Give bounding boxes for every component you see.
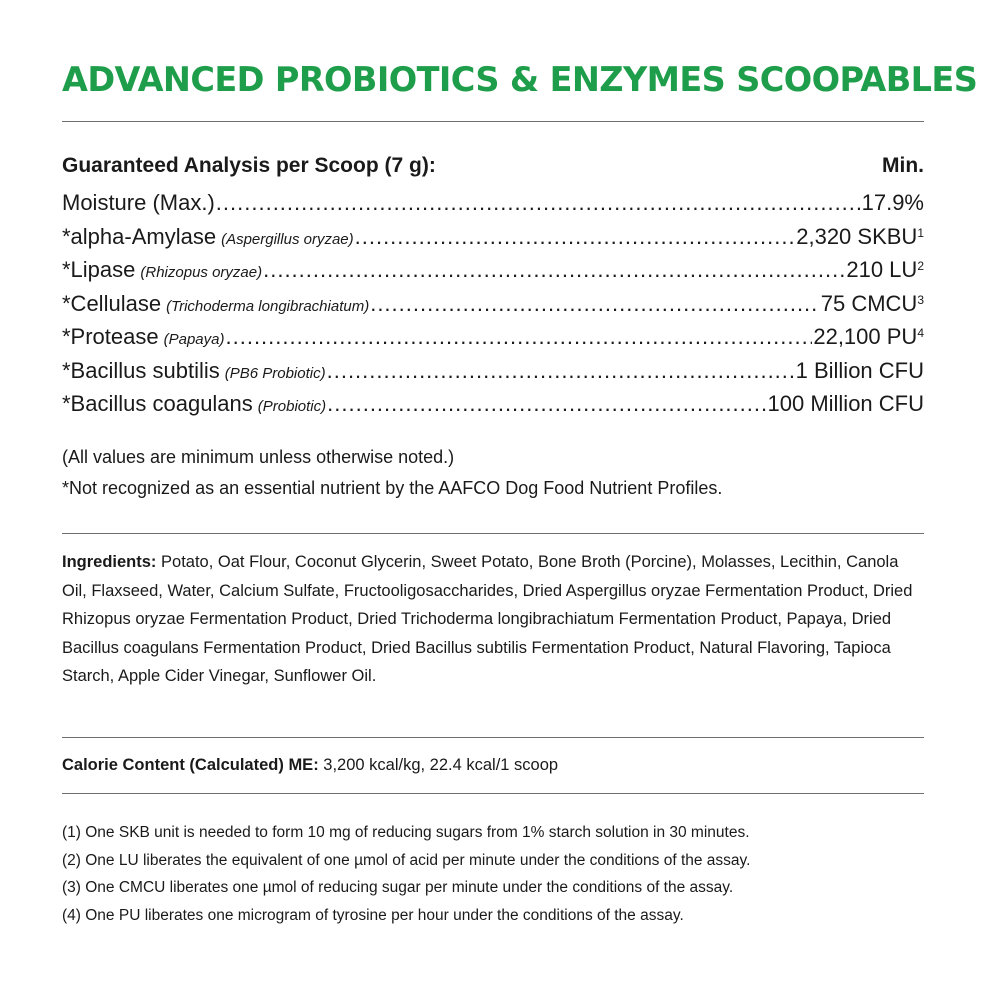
- analysis-amount: 22,100 PU: [813, 324, 918, 349]
- analysis-value: [862, 186, 924, 219]
- analysis-notes: [62, 442, 924, 504]
- divider: [62, 533, 924, 534]
- dot-leader: [226, 320, 813, 353]
- analysis-source: (Trichoderma longibrachiatum): [166, 297, 370, 315]
- analysis-row: [62, 320, 924, 354]
- guaranteed-analysis-list: [62, 186, 924, 421]
- footnote-1: (1) One SKB unit is needed to form 10 mg of reducing sugars from 1% starch solution in 30 minutes.: [62, 824, 750, 841]
- divider: [62, 793, 924, 794]
- calorie-content: [62, 752, 924, 778]
- analysis-nutrient: Moisture (Max.): [62, 190, 215, 215]
- divider: [62, 121, 924, 122]
- ingredients-block: [62, 548, 924, 691]
- guaranteed-analysis-header: [62, 152, 924, 180]
- dot-leader: [370, 287, 820, 320]
- product-title: ADVANCED PROBIOTICS & ENZYMES SCOOPABLES: [62, 60, 978, 99]
- analysis-amount: 2,320 SKBU: [796, 223, 918, 249]
- analysis-amount: 210 LU: [846, 257, 918, 282]
- analysis-nutrient: *Cellulase: [62, 290, 162, 316]
- analysis-nutrient: *Bacillus subtilis: [62, 357, 220, 383]
- ingredients-label: Ingredients:: [62, 553, 157, 571]
- footnote-marker: 3: [917, 292, 924, 307]
- dot-leader: [327, 387, 766, 420]
- analysis-nutrient: *Bacillus coagulans: [62, 391, 253, 416]
- footnote-marker: 2: [917, 259, 924, 273]
- footnote-marker: 4: [917, 326, 924, 340]
- footnote-3: (3) One CMCU liberates one µmol of reducing sugar per minute under the conditions of the assay.: [62, 879, 734, 897]
- analysis-source: (Papaya): [163, 331, 225, 348]
- footnotes: [62, 819, 924, 930]
- footnote-2: (2) One LU liberates the equivalent of one µmol of acid per minute under the conditions of the assay.: [62, 851, 751, 869]
- analysis-row: [62, 220, 924, 254]
- analysis-value: [821, 287, 924, 320]
- analysis-amount: 100 Million CFU: [767, 391, 924, 416]
- calorie-label: Calorie Content (Calculated) ME:: [62, 756, 319, 774]
- analysis-row: [62, 387, 924, 421]
- analysis-source: (Aspergillus oryzae): [221, 230, 354, 248]
- analysis-amount: 1 Billion CFU: [795, 357, 924, 383]
- dot-leader: [216, 186, 861, 219]
- min-label: Min.: [882, 154, 924, 177]
- ingredients-text: Potato, Oat Flour, Coconut Glycerin, Sweet Potato, Bone Broth (Porcine), Molasses, Lecithin, Canola Oil, Flaxseed, Water, Calcium Sulfate, Fructooligosaccharides, Dried Aspergillus oryzae Fermentation Product, Dried Rhizopus oryzae Fermentation Product, Dried Trichoderma longibrachiatum Fermentation Product, Papaya, Dried Bacillus coagulans Fermentation Product, Dried Bacillus subtilis Fermentation Product, Natural Flavoring, Tapioca Starch, Apple Cider Vinegar, Sunflower Oil.: [62, 553, 913, 686]
- divider: [62, 737, 924, 738]
- analysis-source: (Probiotic): [257, 398, 327, 415]
- footnote-marker: 1: [917, 225, 924, 240]
- analysis-value: [768, 387, 925, 420]
- dot-leader: [327, 354, 795, 387]
- analysis-row: [62, 354, 924, 388]
- footnote-4: (4) One PU liberates one microgram of tyrosine per hour under the conditions of the assay.: [62, 907, 684, 925]
- analysis-row: [62, 186, 924, 220]
- note-minimum-values: (All values are minimum unless otherwise noted.): [62, 447, 455, 467]
- dot-leader: [355, 220, 796, 253]
- calorie-text: 3,200 kcal/kg, 22.4 kcal/1 scoop: [318, 756, 559, 774]
- analysis-value: [846, 253, 924, 286]
- analysis-row: [62, 287, 924, 321]
- note-aafco: *Not recognized as an essential nutrient by the AAFCO Dog Food Nutrient Profiles.: [62, 478, 723, 498]
- analysis-value: [796, 354, 924, 387]
- analysis-source: (PB6 Probiotic): [224, 364, 326, 382]
- analysis-nutrient: *Lipase: [62, 257, 136, 282]
- analysis-row: [62, 253, 924, 287]
- analysis-source: (Rhizopus oryzae): [140, 264, 263, 281]
- analysis-amount: 17.9%: [861, 190, 924, 215]
- dot-leader: [263, 253, 845, 286]
- analysis-value: [813, 320, 924, 353]
- guaranteed-analysis-heading: Guaranteed Analysis per Scoop (7 g):: [62, 154, 436, 177]
- analysis-value: [796, 220, 924, 253]
- analysis-nutrient: *Protease: [62, 324, 159, 349]
- analysis-nutrient: *alpha-Amylase: [62, 223, 217, 249]
- analysis-amount: 75 CMCU: [820, 290, 918, 316]
